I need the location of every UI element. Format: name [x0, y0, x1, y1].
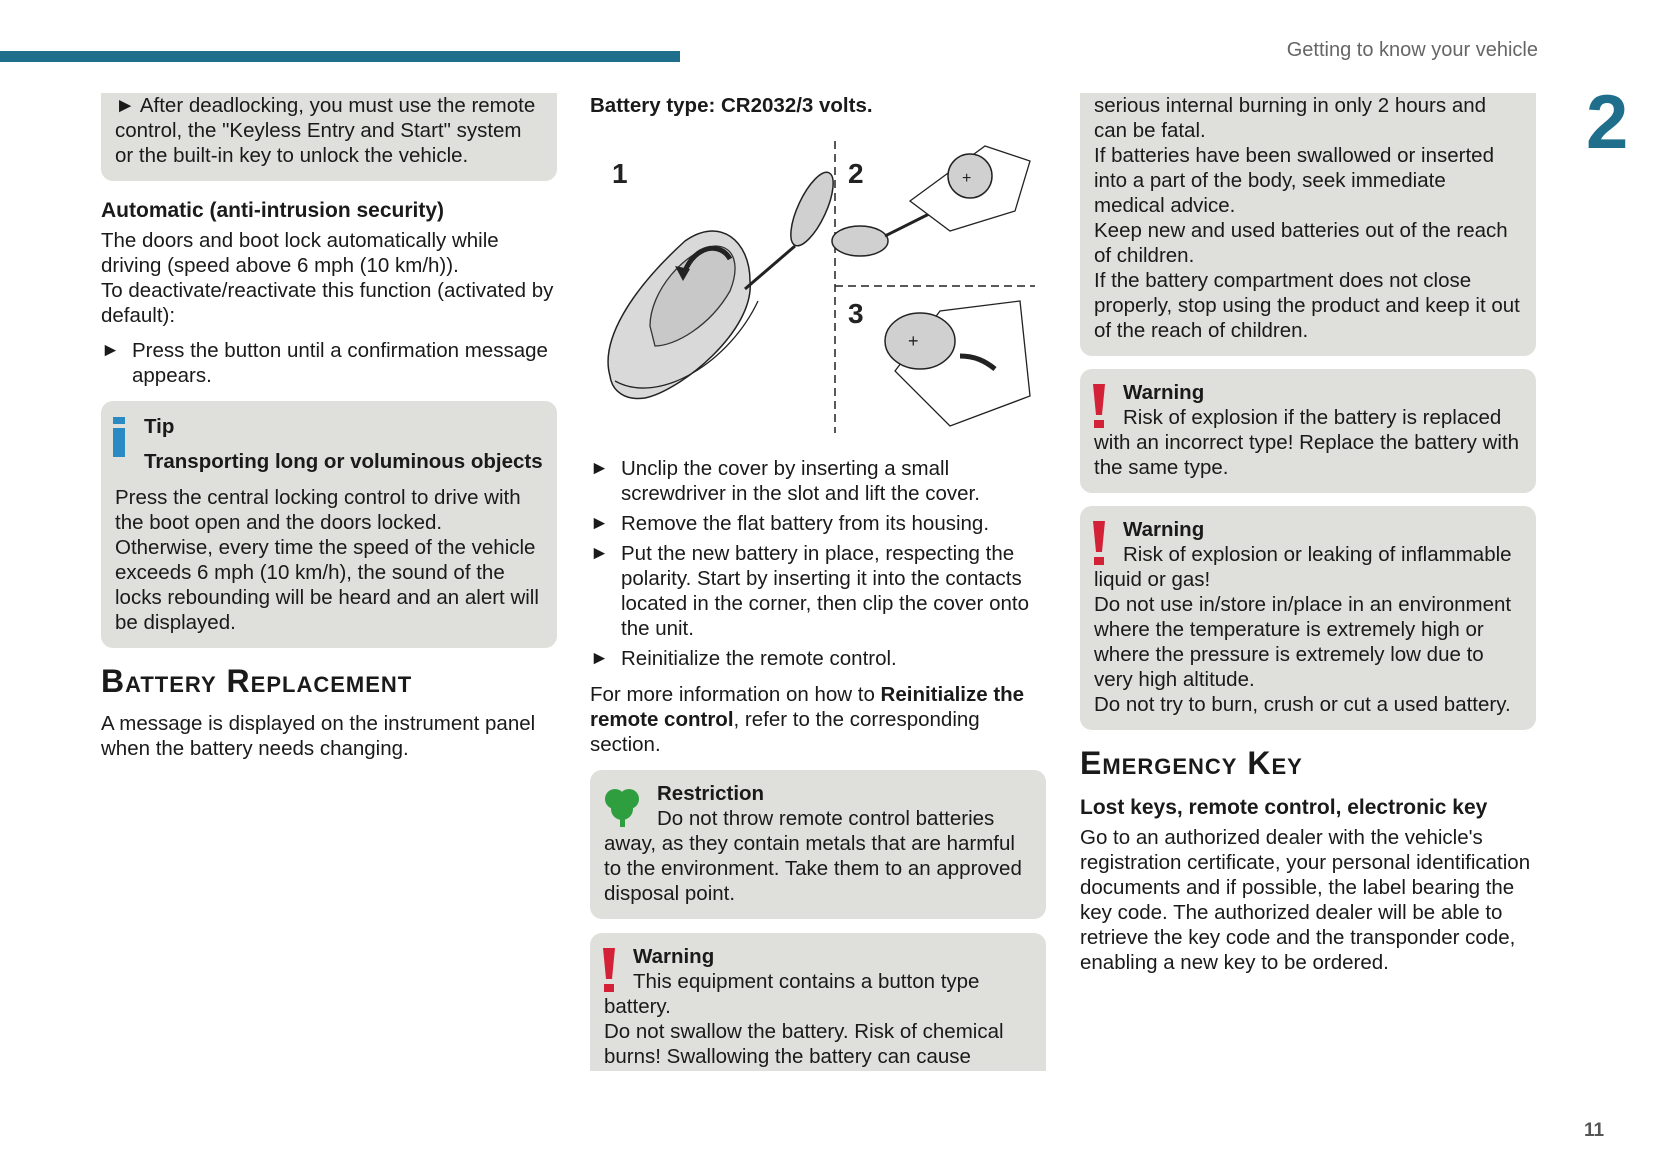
info-icon: [113, 417, 125, 457]
svg-text:+: +: [962, 170, 972, 187]
figure-label-1: 1: [612, 158, 628, 189]
warning-title: Warning: [1123, 518, 1205, 541]
screwdriver-drawing: [745, 167, 842, 289]
step-1: ► Unclip the cover by inserting a small screwdriver in the slot and lift the cover.: [590, 457, 980, 505]
warning-box-explosion: [1080, 506, 1536, 730]
column-1: [101, 93, 557, 761]
warning-title: Warning: [1123, 381, 1205, 404]
bullet-arrow-icon: ►: [590, 458, 609, 479]
safety-text-1: serious internal burning in only 2 hours and can be fatal.: [1094, 94, 1487, 142]
warning-rest: with an incorrect type! Replace the battery with the same type.: [1094, 431, 1520, 479]
warning-title: Warning: [633, 945, 715, 968]
auto-lock-text-2: To deactivate/reactivate this function (activated by default):: [101, 279, 554, 327]
step-3: ► Put the new battery in place, respecting the polarity. Start by inserting it into the contacts located in the corner, then clip the cover onto the unit.: [590, 542, 1029, 640]
warning-line1: Risk of explosion if the battery is replaced: [1123, 406, 1502, 429]
step-2: ► Remove the flat battery from its housing.: [590, 512, 990, 535]
safety-text-3: Keep new and used batteries out of the reach of children.: [1094, 219, 1508, 267]
auto-lock-heading: Automatic (anti-intrusion security): [101, 199, 445, 222]
deadlock-note-box: [101, 93, 557, 181]
emergency-key-heading: Emergency Key: [1080, 745, 1303, 781]
warning-text3: Do not try to burn, crush or cut a used battery.: [1094, 693, 1511, 716]
warning-rest: battery.: [604, 995, 671, 1018]
warning-box-incorrect-type: [1080, 369, 1536, 493]
warning-exclamation-icon: [602, 948, 616, 992]
warning-line1: Risk of explosion or leaking of inflammable: [1123, 543, 1512, 566]
safety-text-2: If batteries have been swallowed or inserted into a part of the body, seek immediate medical advice.: [1094, 144, 1494, 217]
lost-keys-heading: Lost keys, remote control, electronic key: [1080, 796, 1488, 819]
deadlock-note-text: ► After deadlocking, you must use the remote control, the "Keyless Entry and Start" system or the built-in key to unlock the vehicle.: [115, 94, 536, 167]
warning-exclamation-icon: [1092, 384, 1106, 428]
battery-replacement-figure: [590, 141, 1035, 436]
bullet-arrow-icon: ►: [590, 648, 609, 669]
svg-text:+: +: [908, 331, 919, 351]
warning-exclamation-icon: [1092, 521, 1106, 565]
chapter-number: 2: [1586, 80, 1629, 165]
safety-text-4: If the battery compartment does not close properly, stop using the product and keep it out of the reach of children.: [1094, 269, 1520, 342]
tip-box: [101, 401, 557, 648]
restriction-title: Restriction: [657, 782, 765, 805]
lost-keys-text: Go to an authorized dealer with the vehicle's registration certificate, your personal identification documents and if possible, the label bearing the key code. The authorized dealer will be able to retrieve the key code and the transponder code, enabling a new key to be ordered.: [1080, 826, 1531, 974]
step-4: ► Reinitialize the remote control.: [590, 647, 897, 670]
tip-text: Press the central locking control to drive with the boot open and the doors locked. Otherwise, every time the speed of the vehicle exceeds 6 mph (10 km/h), the sound of the locks rebounding will be heard and an alert will be displayed.: [115, 486, 539, 634]
more-info-text: For more information on how to Reinitialize the remote control, refer to the corresponding section.: [590, 683, 1025, 756]
key-fob-drawing: [608, 231, 758, 399]
tip-subtitle: Transporting long or voluminous objects: [144, 450, 543, 473]
header-accent-bar: [0, 51, 680, 62]
warning-rest: liquid or gas!: [1094, 568, 1211, 591]
battery-replacement-heading: Battery Replacement: [101, 663, 413, 699]
auto-lock-text: The doors and boot lock automatically while driving (speed above 6 mph (10 km/h)).: [101, 229, 499, 277]
tip-title: Tip: [144, 415, 175, 438]
warning-line1: This equipment contains a button type: [633, 970, 980, 993]
battery-figure-svg: [590, 141, 1035, 436]
reinitialize-link-text: Reinitialize the remote control: [590, 683, 1025, 731]
environment-tree-icon: [602, 785, 642, 827]
bullet-arrow-icon: ►: [101, 340, 120, 361]
figure-label-3: 3: [848, 298, 864, 329]
warning-text2: Do not use in/store in/place in an environment where the temperature is extremely high or where the pressure is extremely low due to very high altitude.: [1094, 593, 1512, 691]
bullet-arrow-icon: ►: [590, 543, 609, 564]
warning-box-swallow: [590, 933, 1046, 1071]
bullet-arrow-icon: ►: [590, 513, 609, 534]
bullet-text: Press the button until a confirmation message appears.: [132, 339, 548, 387]
page-number: 11: [1584, 1120, 1605, 1141]
header-title: Getting to know your vehicle: [1286, 39, 1538, 61]
warning-text2: Do not swallow the battery. Risk of chemical burns! Swallowing the battery can cause: [604, 1020, 1004, 1068]
auto-lock-bullet: [101, 338, 557, 388]
battery-type: Battery type: CR2032/3 volts.: [590, 94, 873, 117]
restriction-box: [590, 770, 1046, 919]
column-3: [1080, 93, 1536, 975]
column-2: [590, 93, 1046, 1071]
restriction-text: away, as they contain metals that are harmful to the environment. Take them to an approved disposal point.: [604, 832, 1022, 905]
restriction-line1: Do not throw remote control batteries: [657, 807, 995, 830]
battery-safety-continued-box: [1080, 93, 1536, 356]
battery-replacement-text: A message is displayed on the instrument panel when the battery needs changing.: [101, 712, 536, 760]
figure-label-2: 2: [848, 158, 864, 189]
battery-insert-drawing: [885, 301, 1030, 426]
